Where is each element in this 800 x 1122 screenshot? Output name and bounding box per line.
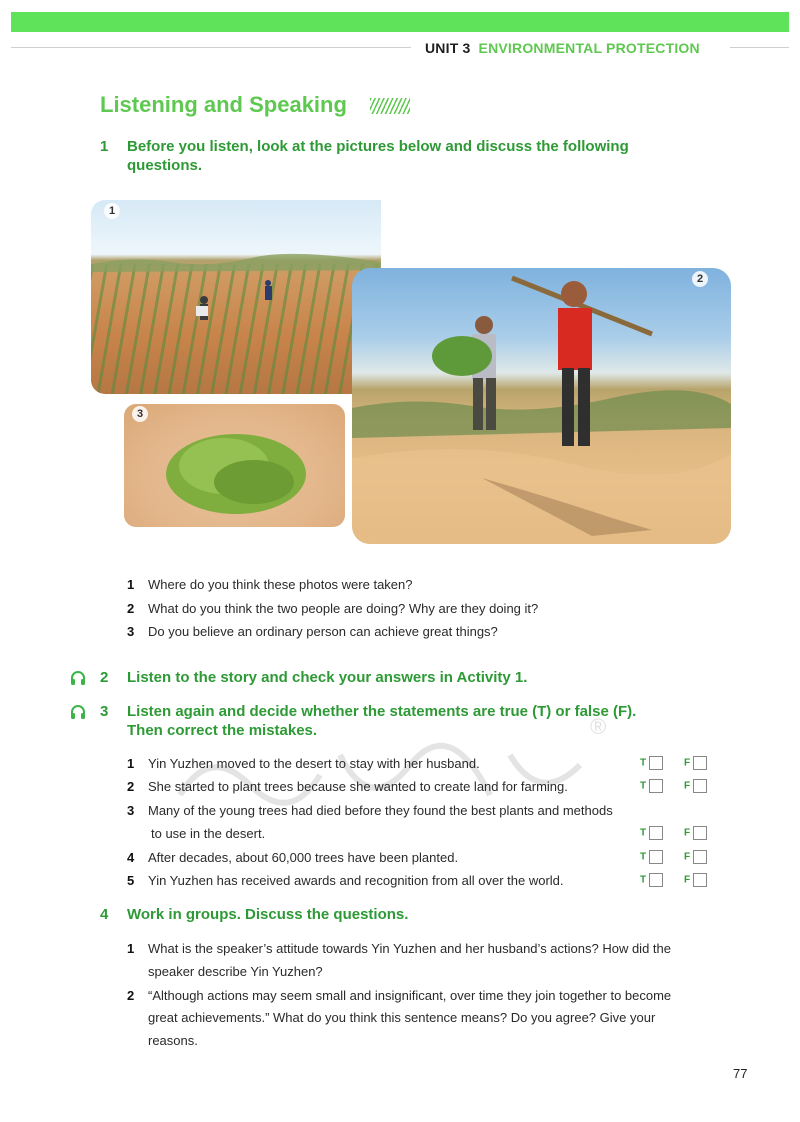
activity-2-instruction (100, 668, 700, 688)
activity-1-text-line1: Before you listen, look at the pictures below and discuss the following (127, 138, 629, 155)
unit-title: ENVIRONMENTAL PROTECTION (478, 40, 700, 56)
false-label: F (684, 851, 691, 863)
true-label: T (640, 757, 647, 769)
true-checkbox[interactable] (640, 850, 663, 864)
headphones-icon[interactable] (70, 704, 86, 720)
photo-1-desert-planting (91, 200, 381, 394)
question-text: Do you believe an ordinary person can achieve great things? (148, 624, 498, 639)
activity-2-number: 2 (100, 669, 109, 686)
false-box[interactable] (693, 756, 707, 770)
activity-1-instruction (100, 137, 720, 177)
question-text: What do you think the two people are doing? Why are they doing it? (148, 601, 539, 616)
question-number: 1 (127, 577, 135, 592)
activity-3-number: 3 (100, 703, 109, 720)
true-checkbox[interactable] (640, 873, 663, 887)
true-box[interactable] (649, 826, 663, 840)
false-checkbox[interactable] (684, 873, 707, 887)
activity-3-text-line2: Then correct the mistakes. (127, 722, 318, 739)
false-checkbox[interactable] (684, 779, 707, 793)
true-box[interactable] (649, 756, 663, 770)
statement-text-line2: to use in the desert. (151, 826, 266, 841)
true-box[interactable] (649, 850, 663, 864)
false-checkbox[interactable] (684, 850, 707, 864)
false-box[interactable] (693, 850, 707, 864)
statement-text: Yin Yuzhen moved to the desert to stay with her husband. (148, 756, 480, 771)
question-number: 1 (127, 941, 135, 956)
true-label: T (640, 827, 647, 839)
photo-3-shrub (124, 404, 345, 527)
watermark-registered-mark: ® (590, 714, 607, 739)
false-label: F (684, 827, 691, 839)
false-checkbox[interactable] (684, 826, 707, 840)
question-number: 2 (127, 988, 135, 1003)
true-label: T (640, 874, 647, 886)
question-line1: What is the speaker’s attitude towards Yin Yuzhen and her husband’s actions? How did the (148, 941, 671, 956)
activity-4-instruction (100, 905, 700, 925)
photo-1-figures (91, 200, 381, 394)
activity-1-number: 1 (100, 138, 109, 155)
true-label: T (640, 851, 647, 863)
header-rule-right (730, 47, 789, 48)
statement-number: 4 (127, 850, 135, 865)
false-label: F (684, 874, 691, 886)
false-label: F (684, 780, 691, 792)
title-hatch-decoration (370, 98, 410, 114)
top-color-bar (11, 12, 789, 32)
question-line2: speaker describe Yin Yuzhen? (148, 964, 323, 979)
activity-1-text-line2: questions. (127, 157, 203, 174)
false-label: F (684, 757, 691, 769)
question-line1: “Although actions may seem small and insignificant, over time they join together to become (148, 988, 672, 1003)
false-box[interactable] (693, 826, 707, 840)
statement-text: Yin Yuzhen has received awards and recognition from all over the world. (148, 873, 564, 888)
photo-2-label: 2 (692, 271, 708, 287)
statement-number: 1 (127, 756, 135, 771)
photo-1-label: 1 (104, 203, 120, 219)
false-checkbox[interactable] (684, 756, 707, 770)
photo-3-desert-shrub (124, 404, 345, 527)
unit-header (425, 40, 700, 56)
header-rule-left (11, 47, 411, 48)
statement-number: 3 (127, 803, 135, 818)
activity-4-number: 4 (100, 906, 109, 923)
true-box[interactable] (649, 779, 663, 793)
unit-number: UNIT 3 (425, 40, 471, 56)
photo-2-scene (352, 268, 731, 544)
false-box[interactable] (693, 779, 707, 793)
true-label: T (640, 780, 647, 792)
question-text: Where do you think these photos were taken? (148, 577, 413, 592)
section-title: Listening and Speaking (100, 92, 347, 117)
activity-3-text-line1: Listen again and decide whether the statements are true (T) or false (F). (127, 703, 637, 720)
statement-number: 5 (127, 873, 135, 888)
headphones-icon[interactable] (70, 670, 86, 686)
true-box[interactable] (649, 873, 663, 887)
statement-text: After decades, about 60,000 trees have been planted. (148, 850, 459, 865)
false-box[interactable] (693, 873, 707, 887)
question-line3: reasons. (148, 1033, 198, 1048)
photo-2-couple-planting (352, 268, 731, 544)
statement-number: 2 (127, 779, 135, 794)
question-number: 2 (127, 601, 135, 616)
true-checkbox[interactable] (640, 826, 663, 840)
statement-text: She started to plant trees because she wanted to create land for farming. (148, 779, 568, 794)
question-number: 3 (127, 624, 135, 639)
true-checkbox[interactable] (640, 756, 663, 770)
statement-text: Many of the young trees had died before they found the best plants and methods (148, 803, 613, 818)
activity-2-text: Listen to the story and check your answers in Activity 1. (127, 669, 528, 686)
page-number: 77 (733, 1066, 748, 1081)
true-checkbox[interactable] (640, 779, 663, 793)
activity-4-text: Work in groups. Discuss the questions. (127, 906, 409, 923)
photo-3-label: 3 (132, 406, 148, 422)
question-line2: great achievements.” What do you think this sentence means? Do you agree? Give your (148, 1010, 656, 1025)
